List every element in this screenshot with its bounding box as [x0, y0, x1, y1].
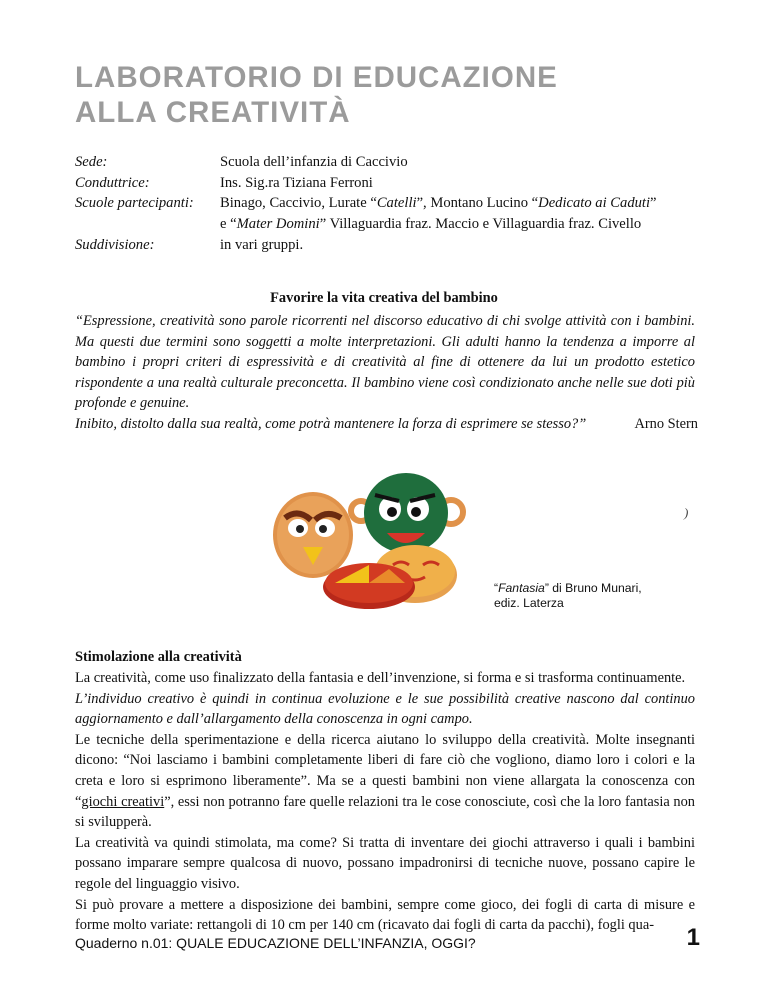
info-row-sede [75, 152, 768, 173]
scuole-text-a: Binago, Caccivio, Lurate “ [220, 195, 377, 212]
info-row-scuole [75, 193, 768, 234]
caption-publisher: ediz. Laterza [494, 596, 564, 610]
suddivisione-value: in vari gruppi. [220, 236, 304, 253]
section-title: Stimolazione alla creatività [75, 649, 242, 665]
caption-author: ” di Bruno Munari, [544, 581, 642, 595]
scuole-text-c: ”, Montano Lucino “ [416, 195, 539, 212]
sede-value: Scuola dell’infanzia di Caccivio [220, 154, 408, 170]
info-row-conduttrice [75, 173, 768, 194]
body-p3-part-a: Le tecniche della sperimentazione e della ricerca aiutano lo sviluppo della creatività. Molte insegnanti dicono: “Noi lasciamo i bambini completamente liberi di fare ciò che vogliono, diamo loro i colori e la creta e loro si esprimono liberamente”. Ma se a questi bambini non viene allargata la conoscenza con “ [75, 731, 695, 810]
caption-quote-open: “ [494, 581, 499, 595]
scuole-value [220, 193, 768, 234]
scuole-text-f: e “ [220, 216, 237, 233]
body-paragraph-2: L’individuo creativo è quindi in continua evoluzione e le sue possibilità creative nascono dal continuo aggiornamento e dall’allargamento della conoscenza in ogni campo. [75, 690, 695, 728]
conduttrice-value: Ins. Sig.ra Tiziana Ferroni [220, 174, 373, 191]
body-text [75, 668, 695, 936]
scuole-name-caduti: Dedicato ai Caduti [538, 195, 651, 212]
image-caption [494, 581, 674, 611]
scuole-name-mater: Mater Domini [236, 216, 320, 233]
orange-face [273, 492, 353, 578]
scuole-text-h: ” Villaguardia fraz. Maccio e Villaguardia fraz. Civello [319, 216, 642, 233]
quote-block [75, 311, 695, 435]
info-table [75, 152, 768, 256]
title-line-2: ALLA CREATIVITÀ [75, 96, 351, 129]
giochi-creativi-term: giochi creativi [81, 793, 165, 810]
quote-paragraph-2: Inibito, distolto dalla sua realtà, come potrà mantenere la forza di esprimere se stesso?” [75, 415, 587, 432]
green-face [351, 473, 463, 553]
info-row-suddivisione [75, 235, 768, 256]
body-p3-part-c: ”, essi non potranno fare quelle relazioni tra le cose conosciute, così che la loro fantasia non si svilupperà. [75, 793, 695, 831]
conduttrice-label: Conduttrice: [75, 174, 150, 191]
scuole-text-e: ” [650, 195, 657, 212]
scuole-label: Scuole partecipanti: [75, 195, 194, 212]
body-paragraph-5: Si può provare a mettere a disposizione dei bambini, sempre come gioco, dei fogli di carta di misure e forme molto variate: rettangoli di 10 cm per 140 cm (ricavato dai fogli di carta da pacchi), fogli qua- [75, 896, 695, 934]
page-title [75, 60, 558, 130]
quote-author: Arno Stern [634, 416, 698, 432]
section-heading: Favorire la vita creativa del bambino [270, 290, 498, 306]
suddivisione-label: Suddivisione: [75, 236, 155, 253]
page-number: 1 [686, 924, 700, 951]
footer-text: Quaderno n.01: QUALE EDUCAZIONE DELL’INFANZIA, OGGI? [75, 935, 476, 951]
stray-parenthesis: ) [684, 505, 689, 520]
sede-label: Sede: [75, 154, 108, 170]
body-paragraph-1: La creatività, come uso finalizzato della fantasia e dell’invenzione, si forma e si trasforma continuamente. [75, 670, 686, 686]
title-line-1: LABORATORIO DI EDUCAZIONE [75, 61, 558, 94]
quote-paragraph-1: “Espressione, creatività sono parole ricorrenti nel discorso educativo di chi svolge attività con i bambini. Ma questi due termini sono soggetti a molte interpretazioni. Gli adulti hanno la tendenza a imporre al bambino i propri criteri di espressività e di creatività al fine di ottenere da lui un prodotto estetico rispondente a una realtà culturale preconcetta. Il bambino viene così condizionato anche nelle sue doti più profonde e genuine. [75, 313, 695, 412]
scuole-name-catelli: Catelli [376, 195, 417, 212]
fantasia-faces-image [265, 465, 485, 615]
body-paragraph-4: La creatività va quindi stimolata, ma come? Si tratta di inventare dei giochi attraverso i quali i bambini possano imparare sempre qualcosa di nuovo, possano impadronirsi di tecniche nuove, possano capire le regole del linguaggio visivo. [75, 834, 695, 892]
caption-title: Fantasia [498, 581, 545, 595]
body-paragraph-3 [75, 730, 695, 833]
